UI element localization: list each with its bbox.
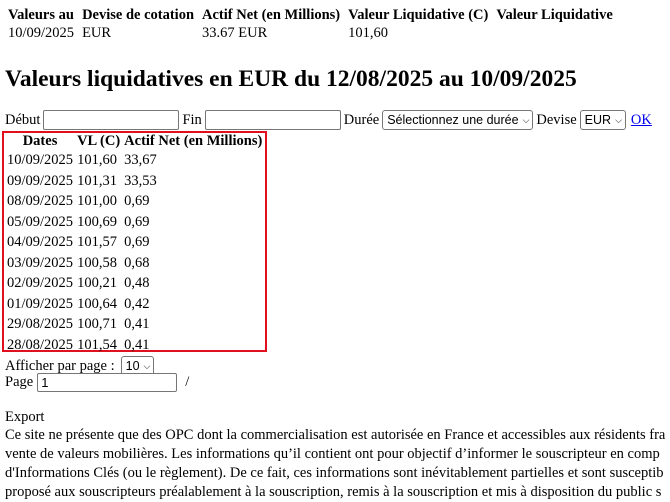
table-row <box>5 232 264 253</box>
actif-net-cell: 0,69 <box>124 234 150 250</box>
duree-label: Durée <box>343 111 380 128</box>
vl-cell: 100,58 <box>77 254 117 271</box>
summary-cell: 10/09/2025 <box>8 25 75 41</box>
debut-label: Début <box>5 111 41 128</box>
chevron-down-icon: ⌵ <box>615 114 622 125</box>
date-cell: 09/09/2025 <box>7 172 74 189</box>
per-page-value: 10 <box>125 359 140 373</box>
column-header-vl: VL (C) <box>77 133 121 149</box>
summary-cell: 33.67 EUR <box>202 25 268 41</box>
debut-date-input[interactable] <box>43 110 179 130</box>
vl-cell: 101,57 <box>77 234 117 250</box>
duree-select[interactable] <box>382 110 533 130</box>
devise-select-value: EUR <box>584 113 612 127</box>
page-separator: / <box>185 374 190 390</box>
date-cell: 28/08/2025 <box>7 336 74 353</box>
page-control <box>5 373 189 392</box>
ok-link[interactable]: OK <box>630 111 652 128</box>
disclaimer-line: d'Informations Clés (ou le règlement). De ce fait, ces informations sont inévitablement partielles et sont susceptib <box>5 465 664 481</box>
actif-net-cell: 0,42 <box>124 295 150 312</box>
devise-label: Devise <box>536 111 577 128</box>
table-row <box>5 191 264 212</box>
disclaimer-line: Ce site ne présente que des OPC dont la commercialisation est autorisée en France et accessibles aux résidents fra <box>5 427 666 443</box>
summary-cell: EUR <box>82 25 112 41</box>
vl-cell: 100,71 <box>77 316 117 332</box>
summary-header: Devise de cotation <box>82 7 195 23</box>
page-input[interactable] <box>37 373 177 392</box>
fin-date-input[interactable] <box>205 110 341 130</box>
chevron-down-icon: ⌵ <box>522 114 530 125</box>
summary-cell <box>492 25 616 42</box>
vl-cell: 101,31 <box>77 172 117 189</box>
date-cell: 04/09/2025 <box>7 234 74 250</box>
fin-label: Fin <box>182 111 202 128</box>
filter-bar <box>5 109 652 131</box>
date-cell: 08/09/2025 <box>7 193 74 209</box>
table-row <box>5 314 264 335</box>
actif-net-cell: 0,48 <box>124 275 150 291</box>
table-row <box>5 212 264 233</box>
vl-cell: 101,60 <box>77 152 117 168</box>
actif-net-cell: 0,68 <box>124 254 150 271</box>
date-cell: 29/08/2025 <box>7 316 74 332</box>
table-row <box>5 253 264 274</box>
column-header-actif-net: Actif Net (en Millions) <box>124 133 263 149</box>
page-label: Page <box>5 374 34 390</box>
column-header-dates: Dates <box>22 133 58 149</box>
summary-header: Valeur Liquidative (C) <box>348 7 489 23</box>
actif-net-cell: 0,69 <box>124 213 150 230</box>
date-cell: 03/09/2025 <box>7 254 74 271</box>
table-row <box>5 335 264 356</box>
page-title: Valeurs liquidatives en EUR du 12/08/2025 au 10/09/2025 <box>5 66 577 92</box>
chevron-down-icon: ⌵ <box>143 360 151 371</box>
summary-header: Actif Net (en Millions) <box>202 7 341 23</box>
actif-net-cell: 0,69 <box>124 193 150 209</box>
vl-cell: 100,64 <box>77 295 117 312</box>
table-row <box>5 273 264 294</box>
actif-net-cell: 0,41 <box>124 336 150 353</box>
date-cell: 01/09/2025 <box>7 295 74 312</box>
vl-cell: 100,69 <box>77 213 117 230</box>
table-row <box>5 294 264 315</box>
date-cell: 02/09/2025 <box>7 275 74 291</box>
summary-cell: 101,60 <box>348 25 389 41</box>
summary-header: Valeurs au <box>8 7 74 23</box>
vl-table <box>5 133 264 355</box>
vl-cell: 101,00 <box>77 193 117 209</box>
date-cell: 10/09/2025 <box>7 152 74 168</box>
table-row <box>5 171 264 192</box>
disclaimer-line: vente de valeurs mobilières. Les informations qu’il contient ont pour objectif d’informer le souscripteur en comp <box>5 446 660 462</box>
duree-select-value: Sélectionnez une durée <box>387 113 519 127</box>
summary-table <box>4 6 617 42</box>
devise-select[interactable] <box>580 110 626 130</box>
disclaimer-text <box>5 426 665 502</box>
actif-net-cell: 33,67 <box>124 152 157 168</box>
date-cell: 05/09/2025 <box>7 213 74 230</box>
table-row <box>5 150 264 171</box>
summary-header: Valeur Liquidative <box>496 7 613 23</box>
actif-net-cell: 33,53 <box>124 172 157 189</box>
disclaimer-line: proposé aux souscripteurs préalablement à la souscription, remis à la souscription et mis à disposition du public s <box>5 484 662 500</box>
per-page-label: Afficher par page : <box>5 357 115 374</box>
vl-cell: 101,54 <box>77 336 117 353</box>
actif-net-cell: 0,41 <box>124 316 150 332</box>
vl-cell: 100,21 <box>77 275 117 291</box>
export-label[interactable]: Export <box>5 409 45 425</box>
